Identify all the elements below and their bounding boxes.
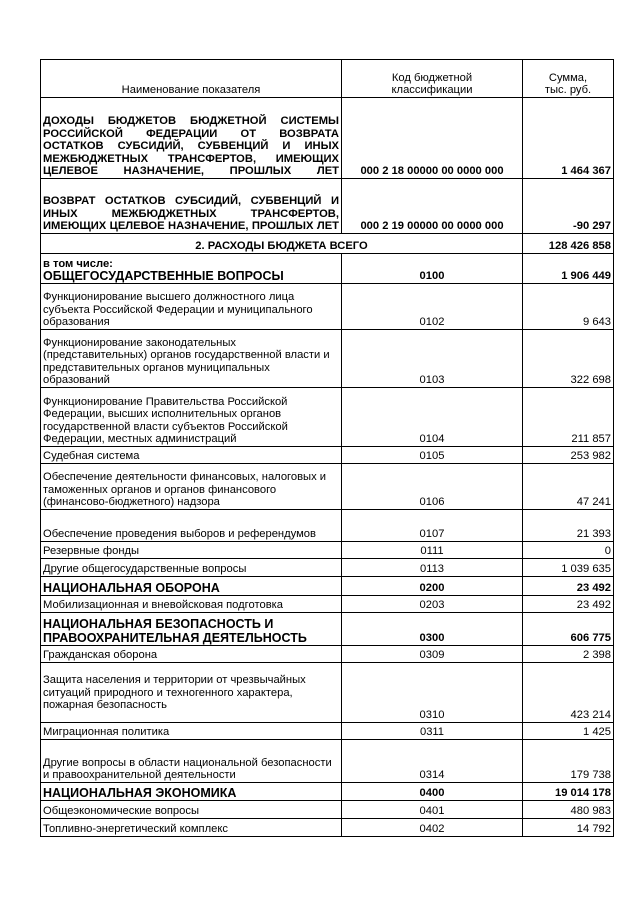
table-row [41,388,614,447]
row-code: 0106 [342,464,523,510]
table-row [41,542,614,559]
row-name: Обеспечение деятельности финансовых, налоговых и таможенных органов и органов финансового (финансово-бюджетного) надзора [41,464,342,510]
table-row [41,559,614,577]
row-sum: 19 014 178 [523,783,614,801]
row-sum: 1 906 449 [523,254,614,284]
table-row [41,740,614,783]
row-name: Гражданская оборона [41,646,342,663]
row-name: НАЦИОНАЛЬНАЯ БЕЗОПАСНОСТЬ И ПРАВООХРАНИТЕЛЬНАЯ ДЕЯТЕЛЬНОСТЬ [41,613,342,646]
row-code: 0105 [342,447,523,464]
table-row [41,330,614,388]
table-row [41,646,614,663]
table-row-total [41,234,614,254]
header-code: Код бюджетной классификации [342,60,523,98]
row-name: Судебная система [41,447,342,464]
row-code: 0104 [342,388,523,447]
row-name: ВОЗВРАТ ОСТАТКОВ СУБСИДИЙ, СУБВЕНЦИЙ И ИНЫХ МЕЖБЮДЖЕТНЫХ ТРАНСФЕРТОВ, ИМЕЮЩИХ ЦЕЛЕВОЕ НАЗНАЧЕНИЕ, ПРОШЛЫХ ЛЕТ [41,179,342,234]
row-code: 000 2 19 00000 00 0000 000 [342,179,523,234]
row-sum: 480 983 [523,801,614,819]
row-sum: 1 425 [523,723,614,740]
row-name: 2. РАСХОДЫ БЮДЖЕТА ВСЕГО [41,234,523,254]
row-sum: 253 982 [523,447,614,464]
row-code: 0309 [342,646,523,663]
row-code: 0200 [342,577,523,596]
row-code: 0402 [342,819,523,837]
row-code: 0113 [342,559,523,577]
row-name: Защита населения и территории от чрезвычайных ситуаций природного и техногенного характера, пожарная безопасность [41,663,342,723]
row-sum: 128 426 858 [523,234,614,254]
row-sum: 14 792 [523,819,614,837]
row-code: 0310 [342,663,523,723]
row-code: 0111 [342,542,523,559]
row-sum: 21 393 [523,510,614,542]
row-sum: 47 241 [523,464,614,510]
row-sum: 322 698 [523,330,614,388]
row-sum: 211 857 [523,388,614,447]
row-code: 0103 [342,330,523,388]
row-code: 0300 [342,613,523,646]
row-name: НАЦИОНАЛЬНАЯ ЭКОНОМИКА [41,783,342,801]
row-sum: -90 297 [523,179,614,234]
row-sum: 0 [523,542,614,559]
row-code: 0311 [342,723,523,740]
row-name: ДОХОДЫ БЮДЖЕТОВ БЮДЖЕТНОЙ СИСТЕМЫ РОССИЙСКОЙ ФЕДЕРАЦИИ ОТ ВОЗВРАТА ОСТАТКОВ СУБСИДИЙ, СУБВЕНЦИЙ И ИНЫХ МЕЖБЮДЖЕТНЫХ ТРАНСФЕРТОВ, ИМЕЮЩИХ ЦЕЛЕВОЕ НАЗНАЧЕНИЕ, ПРОШЛЫХ ЛЕТ [41,98,342,179]
table-header-row [41,60,614,98]
header-name: Наименование показателя [41,60,342,98]
table-row [41,723,614,740]
row-code: 000 2 18 00000 00 0000 000 [342,98,523,179]
row-name: Функционирование высшего должностного лица субъекта Российской Федерации и муниципального образования [41,284,342,330]
row-name: Функционирование законодательных (представительных) органов государственной власти и представительных органов муниципальных образований [41,330,342,388]
row-sum: 23 492 [523,596,614,613]
table-row [41,783,614,801]
row-name: Общеэкономические вопросы [41,801,342,819]
row-code: 0401 [342,801,523,819]
row-code: 0100 [342,254,523,284]
row-name: Функционирование Правительства Российской Федерации, высших исполнительных органов государственной власти субъектов Российской Федерации, местных администраций [41,388,342,447]
row-sum: 1 464 367 [523,98,614,179]
row-code: 0203 [342,596,523,613]
table-row [41,179,614,234]
row-sum: 23 492 [523,577,614,596]
table-row [41,254,614,284]
table-row [41,447,614,464]
row-name: Резервные фонды [41,542,342,559]
row-name: Мобилизационная и вневойсковая подготовка [41,596,342,613]
row-name: Другие общегосударственные вопросы [41,559,342,577]
row-sum: 423 214 [523,663,614,723]
table-row [41,663,614,723]
row-name: НАЦИОНАЛЬНАЯ ОБОРОНА [41,577,342,596]
row-name: Обеспечение проведения выборов и референдумов [41,510,342,542]
table-row [41,613,614,646]
row-code: 0107 [342,510,523,542]
row-name: Топливно-энергетический комплекс [41,819,342,837]
budget-table [40,59,614,837]
table-row [41,284,614,330]
row-sum: 9 643 [523,284,614,330]
row-sum: 606 775 [523,613,614,646]
row-code: 0102 [342,284,523,330]
row-sum: 2 398 [523,646,614,663]
row-name: Другие вопросы в области национальной безопасности и правоохранительной деятельности [41,740,342,783]
row-code: 0314 [342,740,523,783]
table-row [41,464,614,510]
table-row [41,801,614,819]
table-row [41,510,614,542]
table-row [41,596,614,613]
row-title: ОБЩЕГОСУДАРСТВЕННЫЕ ВОПРОСЫ [43,269,284,284]
row-sum: 179 738 [523,740,614,783]
row-name: Миграционная политика [41,723,342,740]
header-sum: Сумма, тыс. руб. [523,60,614,98]
row-prefix: в том числе: [43,257,113,270]
row-code: 0400 [342,783,523,801]
table-row [41,577,614,596]
row-sum: 1 039 635 [523,559,614,577]
table-row [41,819,614,837]
table-row [41,98,614,179]
row-name [41,254,342,284]
